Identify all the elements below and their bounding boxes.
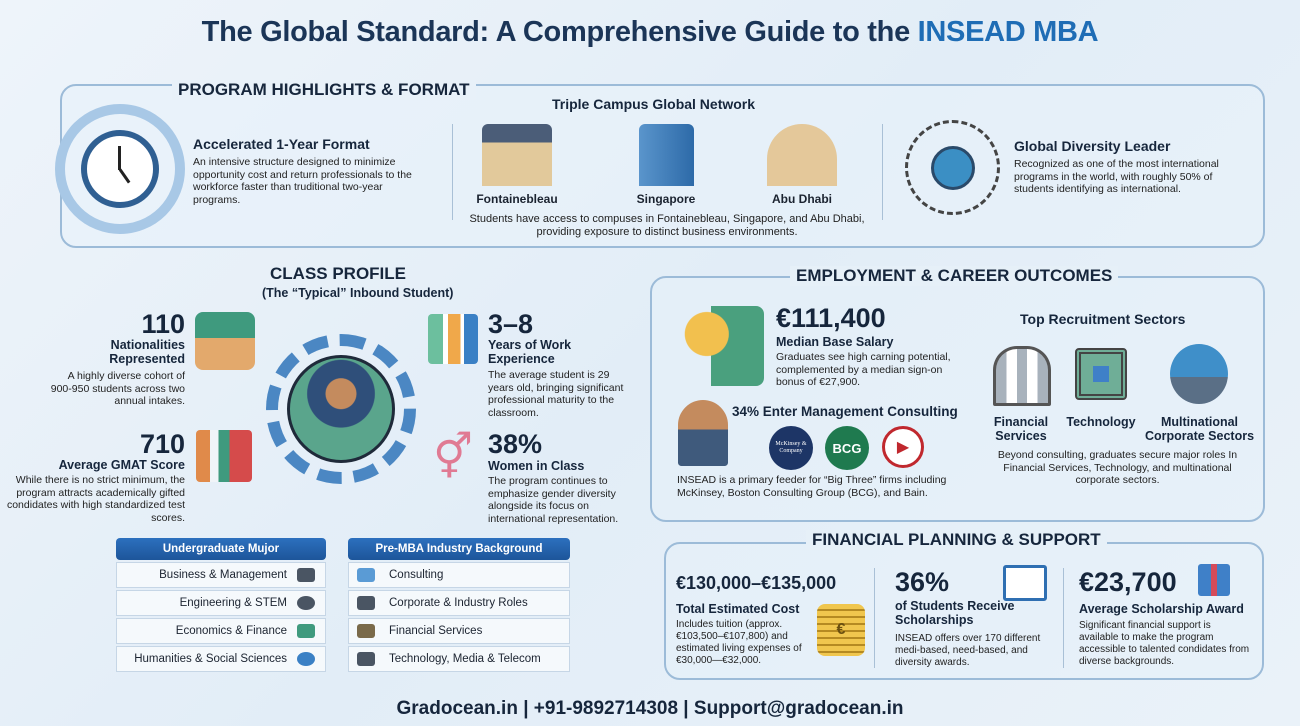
- bar-chart-icon: [297, 624, 315, 638]
- scholarship-share-value: 36%: [895, 567, 950, 597]
- table-row: [348, 618, 570, 644]
- coins-icon: €: [817, 604, 865, 656]
- stat-experience-value: 3–8: [488, 309, 534, 339]
- footer-contact: Gradocean.in | +91-9892714308 | Support@gradocean.in: [396, 698, 904, 719]
- majors-header: Undergraduate Mujor: [116, 538, 326, 560]
- title-part-3: INSEAD MBA: [917, 16, 1099, 48]
- globe-icon: [297, 652, 315, 666]
- format-title: Accelerated 1-Year Format: [193, 136, 370, 152]
- gift-icon: [1198, 564, 1230, 596]
- divider: [452, 124, 453, 220]
- title-part-1: The Global Standard:: [201, 16, 489, 48]
- table-row: [116, 590, 326, 616]
- world-people-icon: [195, 312, 255, 370]
- industry-header: Pre-MBA Industry Background: [348, 538, 570, 560]
- clock-icon: [55, 104, 185, 234]
- globe-network-icon: [905, 120, 1000, 215]
- chateau-icon: [482, 124, 552, 186]
- campus-abu-dhabi: [752, 124, 852, 206]
- bank-icon: [993, 346, 1051, 406]
- stat-experience-label: Years of Work Experience: [488, 338, 572, 366]
- table-row: [116, 618, 326, 644]
- campus-singapore: [616, 124, 716, 206]
- table-row: [348, 646, 570, 672]
- campus-name: Singapore: [636, 192, 696, 206]
- consulting-text: INSEAD is a primary feeder for “Big Three” firms including McKinsey, Boston Consulting Group (BCG), and Bain.: [677, 474, 947, 499]
- cost-label: Total Estimated Cost: [676, 602, 800, 616]
- money-bag-icon: [357, 624, 375, 638]
- divider: [1063, 568, 1064, 668]
- divider: [874, 568, 875, 668]
- profile-subheading: (The “Typical” Inbound Student): [262, 286, 454, 300]
- campus-name: Abu Dhabi: [772, 192, 832, 206]
- table-cell: Consulting: [389, 569, 444, 581]
- mckinsey-logo: McKinsey & Company: [769, 426, 813, 470]
- stat-nationalities-value: 110: [141, 309, 185, 339]
- scholarship-share-label: of Students Receive Scholarships: [895, 599, 1015, 627]
- format-text: An intensive structure designed to minimize opportunity cost and return professionals to the workforce faster than truditional two-year programs.: [193, 156, 412, 206]
- cost-text: Includes tuition (approx. €103,500–€107,800) and estimated living expenses of €30,000—€32,000.: [676, 619, 802, 666]
- factory-globe-icon: [1170, 344, 1228, 404]
- bain-logo: ▶: [882, 426, 924, 468]
- divider: [882, 124, 883, 220]
- campus-text: Students have access to compuses in Fontainebleau, Singapore, and Abu Dhabi, providing exposure to distinct business environments.: [469, 213, 865, 238]
- stat-gmat-label: Average GMAT Score: [58, 458, 185, 472]
- sectors-text: Beyond consulting, graduates secure major roles In Financial Services, Technology, and multinational corporate sectors.: [997, 449, 1238, 486]
- salary-text: Graduates see high carning potential, complemented by a median sign-on bonus of €27,900.: [776, 351, 951, 388]
- scholarship-award-value: €23,700: [1079, 567, 1177, 597]
- stat-women-value: 38%: [488, 429, 543, 459]
- employment-heading: EMPLOYMENT & CAREER OUTCOMES: [790, 266, 1118, 286]
- title-part-2: A Comprehensive Guide to the: [488, 16, 918, 48]
- table-row: [348, 562, 570, 588]
- chip-icon: [357, 652, 375, 666]
- cost-value: €130,000–€135,000: [676, 573, 837, 593]
- stat-women-label: Women in Class: [488, 459, 585, 473]
- sector-technology: Technology: [1066, 415, 1136, 429]
- scholarship-award-text: Significant financial support is available to make the program accessible to talented condidates from diverse backgrounds.: [1079, 620, 1250, 667]
- table-cell: Engineering & STEM: [179, 597, 287, 609]
- gender-icon: ⚥: [433, 432, 473, 482]
- stat-experience-text: The average student is 29 years old, bringing significant professional maturity to the classroom.: [488, 369, 624, 419]
- skyscraper-icon: [639, 124, 694, 186]
- sector-multinational: Multinational Corporate Sectors: [1144, 415, 1255, 443]
- scholarship-share-text: INSEAD offers over 170 different medi-based, need-based, and diversity awards.: [895, 633, 1041, 668]
- salary-value: €111,400: [776, 303, 886, 333]
- table-cell: Technology, Media & Telecom: [389, 653, 541, 665]
- table-cell: Corporate & Industry Roles: [389, 597, 528, 609]
- majors-table: [116, 538, 326, 672]
- highlights-heading: PROGRAM HIGHLIGHTS & FORMAT: [172, 80, 476, 100]
- diversity-title: Global Diversity Leader: [1014, 138, 1171, 154]
- campus-title: Triple Campus Global Network: [552, 96, 756, 112]
- table-row: [116, 562, 326, 588]
- campus-name: Fontainebleau: [476, 192, 558, 206]
- salary-growth-icon: [676, 306, 764, 386]
- salary-label: Median Base Salary: [776, 335, 894, 349]
- scholarship-award-label: Average Scholarship Award: [1079, 602, 1244, 616]
- stat-women-text: The program continues to emphasize gender diversity alongside its focus on international representation.: [488, 475, 619, 525]
- campus-fontainebleau: [467, 124, 567, 206]
- page-title: [0, 16, 1300, 49]
- handshake-icon: [678, 400, 728, 466]
- consulting-title: 34% Enter Management Consulting: [732, 404, 958, 419]
- stat-nationalities-label: Nationalities Represented: [109, 338, 185, 366]
- table-row: [348, 590, 570, 616]
- table-cell: Economics & Finance: [175, 625, 287, 637]
- profile-heading: CLASS PROFILE: [270, 264, 407, 283]
- chart-target-icon: [196, 430, 252, 482]
- stat-gmat-text: While there is no strict minimum, the program attracts academically gifted condidates with high standardized test scores.: [6, 474, 185, 524]
- certificate-icon: [1003, 565, 1047, 601]
- stat-nationalities-text: A highly diverse cohort of 900-950 students across two annual intakes.: [50, 370, 185, 407]
- financial-heading: FINANCIAL PLANNING & SUPPORT: [806, 530, 1107, 550]
- briefcase-icon: [297, 568, 315, 582]
- table-cell: Humanities & Social Sciences: [134, 653, 287, 665]
- table-cell: Business & Management: [159, 569, 287, 581]
- bcg-logo: BCG: [825, 426, 869, 470]
- stat-gmat-value: 710: [139, 429, 185, 459]
- student-avatar: [266, 334, 416, 484]
- table-row: [116, 646, 326, 672]
- diversity-text: Recognized as one of the most international programs in the world, with roughly 50% of students identifying as international.: [1014, 158, 1219, 195]
- mosque-icon: [767, 124, 837, 186]
- sectors-title: Top Recruitment Sectors: [1020, 311, 1186, 327]
- growth-chart-icon: [428, 314, 478, 364]
- briefcase-icon: [357, 568, 375, 582]
- industry-table: [348, 538, 570, 672]
- sector-financial: Financial Services: [993, 415, 1049, 443]
- table-cell: Financial Services: [389, 625, 483, 637]
- briefcase-icon: [357, 596, 375, 610]
- chip-icon: [1075, 348, 1127, 400]
- gear-icon: [297, 596, 315, 610]
